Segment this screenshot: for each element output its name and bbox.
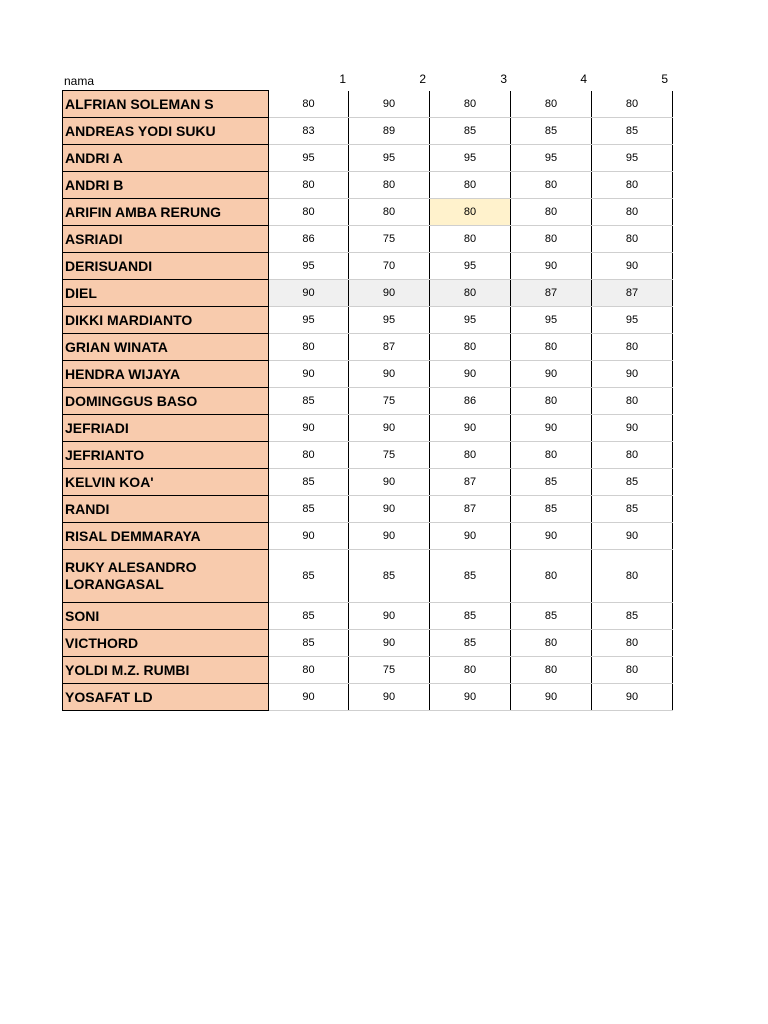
- score-cell-4[interactable]: 85: [511, 496, 592, 523]
- score-cell-2[interactable]: 75: [349, 657, 430, 684]
- score-cell-4[interactable]: 95: [511, 145, 592, 172]
- score-cell-1[interactable]: 80: [269, 657, 349, 684]
- table-row: [63, 226, 673, 253]
- score-cell-5[interactable]: 80: [592, 334, 673, 361]
- student-name-cell[interactable]: ANDRI A: [63, 145, 269, 172]
- score-cell-4[interactable]: 85: [511, 118, 592, 145]
- student-name-cell[interactable]: JEFRIADI: [63, 415, 269, 442]
- score-cell-5[interactable]: 90: [592, 684, 673, 711]
- score-cell-2[interactable]: 75: [349, 442, 430, 469]
- score-cell-3[interactable]: 95: [430, 253, 511, 280]
- score-cell-5[interactable]: 90: [592, 415, 673, 442]
- score-cell-3[interactable]: 80: [430, 442, 511, 469]
- student-name-cell[interactable]: YOLDI M.Z. RUMBI: [63, 657, 269, 684]
- score-cell-2[interactable]: 90: [349, 496, 430, 523]
- score-cell-5[interactable]: 80: [592, 630, 673, 657]
- score-cell-1[interactable]: 95: [269, 307, 349, 334]
- score-cell-1[interactable]: 90: [269, 684, 349, 711]
- column-header-2[interactable]: 2: [419, 72, 426, 86]
- header-row: [62, 72, 676, 90]
- table-row: [63, 523, 673, 550]
- table-row: [63, 307, 673, 334]
- score-cell-4[interactable]: 80: [511, 550, 592, 603]
- column-header-4[interactable]: 4: [580, 72, 587, 86]
- score-cell-2[interactable]: 90: [349, 91, 430, 118]
- table-row: [63, 172, 673, 199]
- table-row: [63, 442, 673, 469]
- score-cell-4[interactable]: 80: [511, 388, 592, 415]
- score-cell-4[interactable]: 87: [511, 280, 592, 307]
- score-cell-1[interactable]: 85: [269, 603, 349, 630]
- score-cell-1[interactable]: 95: [269, 145, 349, 172]
- score-cell-4[interactable]: 90: [511, 361, 592, 388]
- student-name-cell[interactable]: YOSAFAT LD: [63, 684, 269, 711]
- score-cell-3[interactable]: 87: [430, 469, 511, 496]
- table-row: [63, 469, 673, 496]
- score-cell-2[interactable]: 87: [349, 334, 430, 361]
- score-cell-1[interactable]: 85: [269, 469, 349, 496]
- score-cell-1[interactable]: 85: [269, 496, 349, 523]
- score-cell-5[interactable]: 80: [592, 442, 673, 469]
- student-name-cell[interactable]: DOMINGGUS BASO: [63, 388, 269, 415]
- score-cell-2[interactable]: 70: [349, 253, 430, 280]
- table-row: [63, 496, 673, 523]
- student-name-cell[interactable]: ANDRI B: [63, 172, 269, 199]
- score-cell-3[interactable]: 80: [430, 334, 511, 361]
- score-cell-5[interactable]: 85: [592, 469, 673, 496]
- score-cell-2[interactable]: 90: [349, 630, 430, 657]
- score-cell-3[interactable]: 85: [430, 118, 511, 145]
- table-row: [63, 603, 673, 630]
- score-cell-3[interactable]: 80: [430, 657, 511, 684]
- score-cell-1[interactable]: 85: [269, 550, 349, 603]
- score-cell-2[interactable]: 90: [349, 361, 430, 388]
- table-row: [63, 684, 673, 711]
- score-cell-2[interactable]: 90: [349, 603, 430, 630]
- score-cell-5[interactable]: 80: [592, 550, 673, 603]
- score-cell-1[interactable]: 80: [269, 91, 349, 118]
- student-name-cell[interactable]: VICTHORD: [63, 630, 269, 657]
- student-name-cell[interactable]: DIKKI MARDIANTO: [63, 307, 269, 334]
- score-cell-3[interactable]: 95: [430, 145, 511, 172]
- score-cell-5[interactable]: 95: [592, 307, 673, 334]
- score-cell-3[interactable]: 80: [430, 280, 511, 307]
- score-cell-3[interactable]: 80: [430, 199, 511, 226]
- score-cell-4[interactable]: 95: [511, 307, 592, 334]
- score-cell-1[interactable]: 90: [269, 523, 349, 550]
- score-cell-5[interactable]: 95: [592, 145, 673, 172]
- score-cell-1[interactable]: 80: [269, 334, 349, 361]
- table-row: [63, 334, 673, 361]
- score-cell-5[interactable]: 85: [592, 603, 673, 630]
- score-cell-3[interactable]: 90: [430, 523, 511, 550]
- score-cell-5[interactable]: 85: [592, 496, 673, 523]
- score-cell-3[interactable]: 80: [430, 226, 511, 253]
- score-cell-3[interactable]: 80: [430, 172, 511, 199]
- score-cell-1[interactable]: 83: [269, 118, 349, 145]
- student-name-cell[interactable]: DERISUANDI: [63, 253, 269, 280]
- score-cell-2[interactable]: 95: [349, 145, 430, 172]
- table-row: [63, 280, 673, 307]
- score-cell-3[interactable]: 95: [430, 307, 511, 334]
- student-name-cell[interactable]: RUKY ALESANDRO LORANGASAL: [63, 550, 269, 603]
- score-cell-4[interactable]: 80: [511, 226, 592, 253]
- score-cell-1[interactable]: 95: [269, 253, 349, 280]
- score-cell-2[interactable]: 90: [349, 684, 430, 711]
- score-cell-4[interactable]: 80: [511, 630, 592, 657]
- student-name-cell[interactable]: JEFRIANTO: [63, 442, 269, 469]
- score-cell-1[interactable]: 90: [269, 361, 349, 388]
- score-cell-3[interactable]: 87: [430, 496, 511, 523]
- score-cell-2[interactable]: 90: [349, 280, 430, 307]
- student-name-cell[interactable]: SONI: [63, 603, 269, 630]
- student-name-cell[interactable]: ALFRIAN SOLEMAN S: [63, 91, 269, 118]
- table-row: [63, 550, 673, 603]
- score-cell-4[interactable]: 90: [511, 415, 592, 442]
- score-cell-3[interactable]: 90: [430, 415, 511, 442]
- table-row: [63, 415, 673, 442]
- table-row: [63, 253, 673, 280]
- score-cell-2[interactable]: 80: [349, 172, 430, 199]
- score-cell-5[interactable]: 90: [592, 361, 673, 388]
- score-cell-5[interactable]: 80: [592, 91, 673, 118]
- score-cell-4[interactable]: 90: [511, 253, 592, 280]
- student-name-cell[interactable]: KELVIN KOA': [63, 469, 269, 496]
- table-row: [63, 145, 673, 172]
- score-cell-1[interactable]: 85: [269, 630, 349, 657]
- column-header-3[interactable]: 3: [500, 72, 507, 86]
- score-cell-3[interactable]: 86: [430, 388, 511, 415]
- score-cell-2[interactable]: 95: [349, 307, 430, 334]
- student-name-cell[interactable]: RANDI: [63, 496, 269, 523]
- score-cell-5[interactable]: 80: [592, 226, 673, 253]
- score-cell-4[interactable]: 90: [511, 523, 592, 550]
- score-cell-5[interactable]: 90: [592, 523, 673, 550]
- score-cell-1[interactable]: 85: [269, 388, 349, 415]
- scores-table: [62, 90, 673, 711]
- score-cell-2[interactable]: 90: [349, 415, 430, 442]
- student-name-cell[interactable]: ASRIADI: [63, 226, 269, 253]
- score-cell-2[interactable]: 80: [349, 199, 430, 226]
- score-cell-4[interactable]: 80: [511, 91, 592, 118]
- score-cell-2[interactable]: 75: [349, 226, 430, 253]
- score-cell-3[interactable]: 90: [430, 361, 511, 388]
- table-row: [63, 630, 673, 657]
- table-row: [63, 118, 673, 145]
- score-cell-3[interactable]: 85: [430, 630, 511, 657]
- score-cell-1[interactable]: 86: [269, 226, 349, 253]
- score-cell-5[interactable]: 80: [592, 388, 673, 415]
- student-name-cell[interactable]: ANDREAS YODI SUKU: [63, 118, 269, 145]
- score-cell-1[interactable]: 80: [269, 442, 349, 469]
- student-name-cell[interactable]: HENDRA WIJAYA: [63, 361, 269, 388]
- score-cell-4[interactable]: 90: [511, 684, 592, 711]
- score-cell-2[interactable]: 90: [349, 469, 430, 496]
- score-cell-4[interactable]: 85: [511, 469, 592, 496]
- score-cell-2[interactable]: 89: [349, 118, 430, 145]
- score-cell-2[interactable]: 75: [349, 388, 430, 415]
- table-row: [63, 361, 673, 388]
- column-header-1[interactable]: 1: [339, 72, 346, 86]
- table-row: [63, 199, 673, 226]
- score-cell-1[interactable]: 80: [269, 199, 349, 226]
- score-cell-4[interactable]: 80: [511, 172, 592, 199]
- score-cell-3[interactable]: 85: [430, 550, 511, 603]
- table-row: [63, 388, 673, 415]
- column-header-nama[interactable]: nama: [64, 74, 95, 88]
- score-cell-1[interactable]: 90: [269, 415, 349, 442]
- score-cell-4[interactable]: 85: [511, 603, 592, 630]
- score-cell-3[interactable]: 80: [430, 91, 511, 118]
- score-cell-3[interactable]: 85: [430, 603, 511, 630]
- table-row: [63, 657, 673, 684]
- score-cell-1[interactable]: 80: [269, 172, 349, 199]
- table-row: [63, 91, 673, 118]
- score-cell-5[interactable]: 85: [592, 118, 673, 145]
- score-cell-4[interactable]: 80: [511, 334, 592, 361]
- score-cell-4[interactable]: 80: [511, 442, 592, 469]
- student-name-cell[interactable]: ARIFIN AMBA RERUNG: [63, 199, 269, 226]
- score-cell-5[interactable]: 87: [592, 280, 673, 307]
- column-header-5[interactable]: 5: [661, 72, 668, 86]
- student-name-cell[interactable]: RISAL DEMMARAYA: [63, 523, 269, 550]
- score-cell-4[interactable]: 80: [511, 657, 592, 684]
- student-name-cell[interactable]: GRIAN WINATA: [63, 334, 269, 361]
- scores-table-body: [63, 91, 673, 711]
- spreadsheet: [62, 72, 676, 711]
- score-cell-4[interactable]: 80: [511, 199, 592, 226]
- score-cell-2[interactable]: 90: [349, 523, 430, 550]
- score-cell-5[interactable]: 90: [592, 253, 673, 280]
- score-cell-1[interactable]: 90: [269, 280, 349, 307]
- score-cell-5[interactable]: 80: [592, 199, 673, 226]
- score-cell-3[interactable]: 90: [430, 684, 511, 711]
- score-cell-2[interactable]: 85: [349, 550, 430, 603]
- score-cell-5[interactable]: 80: [592, 657, 673, 684]
- student-name-cell[interactable]: DIEL: [63, 280, 269, 307]
- score-cell-5[interactable]: 80: [592, 172, 673, 199]
